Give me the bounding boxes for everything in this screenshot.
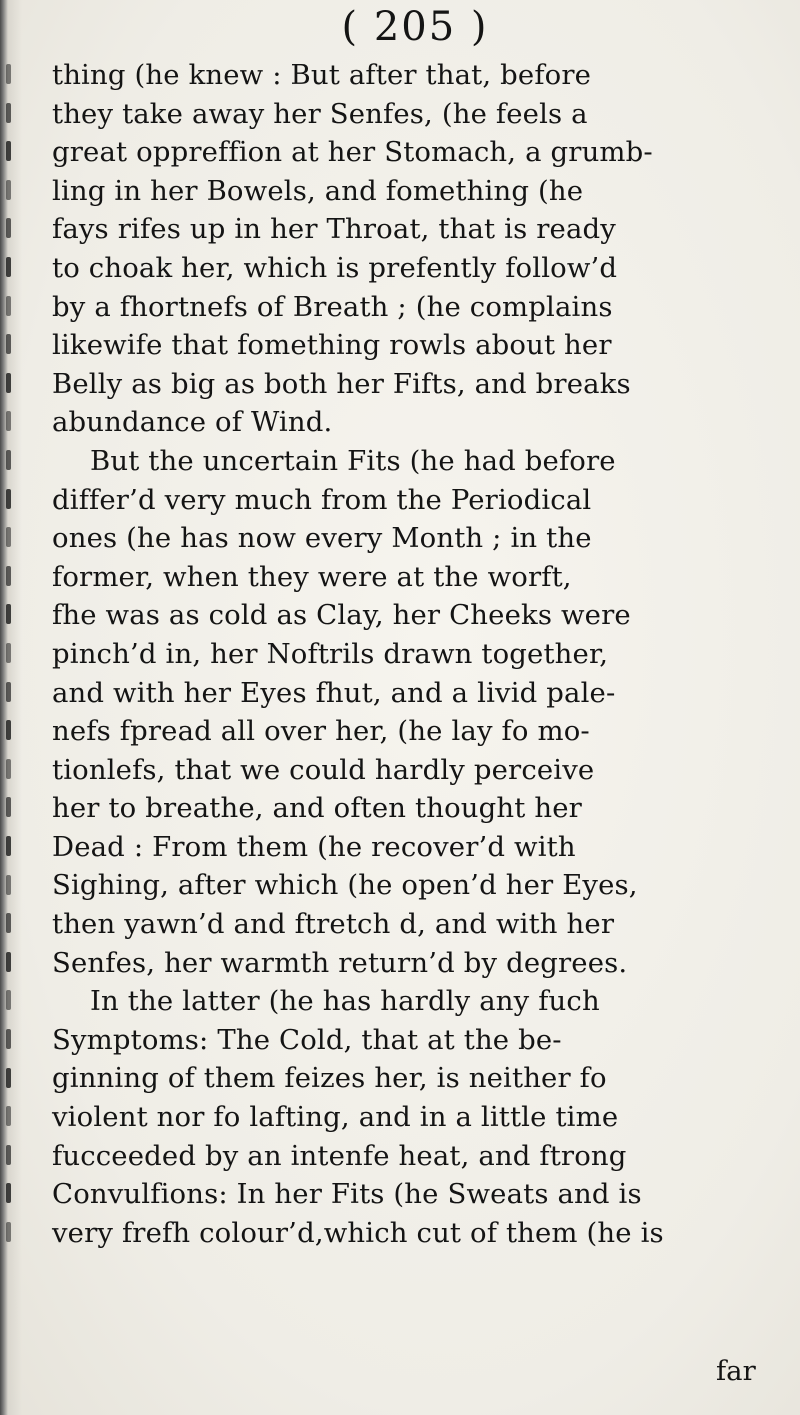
text-line: fays rifes up in her Throat, that is ready	[52, 213, 616, 246]
edge-mark	[6, 797, 11, 817]
text-line: great oppreffion at her Stomach, a grumb-	[52, 136, 653, 169]
text-line: violent nor fo lafting, and in a little time	[52, 1101, 619, 1134]
edge-mark	[6, 566, 11, 586]
text-line: pinch’d in, her Noftrils drawn together,	[52, 637, 609, 670]
text-line: Senfes, her warmth return’d by degrees.	[52, 946, 628, 979]
edge-mark	[6, 990, 11, 1010]
text-line: thing (he knew : But after that, before	[52, 59, 592, 91]
edge-mark	[6, 489, 11, 509]
edge-mark	[6, 141, 11, 161]
edge-mark	[6, 411, 11, 431]
text-line: But the uncertain Fits (he had before	[90, 444, 616, 477]
text-line: they take away her Senfes, (he feels a	[52, 97, 588, 130]
text-line: Dead : From them (he recover’d with	[52, 830, 576, 863]
text-line: then yawn’d and ftretch d, and with her	[52, 908, 615, 941]
edge-mark	[6, 180, 11, 200]
page-edge-marks	[4, 0, 18, 1415]
edge-mark	[6, 720, 11, 740]
text-line: ones (he has now every Month ; in the	[52, 522, 592, 555]
text-line: ling in her Bowels, and fomething (he	[52, 174, 584, 207]
edge-mark	[6, 604, 11, 624]
edge-mark	[6, 527, 11, 547]
catchword: far	[716, 1355, 756, 1387]
edge-mark	[6, 682, 11, 702]
text-line: ginning of them feizes her, is neither fo	[52, 1062, 607, 1095]
edge-mark	[6, 1222, 11, 1242]
text-line: tionlefs, that we could hardly perceive	[52, 753, 595, 786]
edge-mark	[6, 257, 11, 277]
edge-mark	[6, 450, 11, 470]
text-line: Symptoms: The Cold, that at the be-	[52, 1023, 562, 1056]
text-line: very frefh colour’d,which cut of them (he is	[52, 1216, 664, 1249]
text-line: to choak her, which is prefently follow’d	[52, 251, 618, 284]
text-line: Convulfions: In her Fits (he Sweats and is	[52, 1178, 642, 1211]
text-line: and with her Eyes fhut, and a livid pale-	[52, 676, 616, 709]
text-line: Belly as big as both her Fifts, and breaks	[52, 367, 631, 400]
edge-mark	[6, 643, 11, 663]
edge-mark	[6, 1106, 11, 1126]
text-line: Sighing, after which (he open’d her Eyes,	[52, 869, 638, 902]
edge-mark	[6, 913, 11, 933]
text-line: fucceeded by an intenfe heat, and ftrong	[52, 1139, 627, 1172]
text-line: by a fhortnefs of Breath ; (he complains	[52, 290, 613, 323]
edge-mark	[6, 334, 11, 354]
edge-mark	[6, 103, 11, 123]
edge-mark	[6, 1029, 11, 1049]
edge-mark	[6, 759, 11, 779]
text-line: fhe was as cold as Clay, her Cheeks were	[52, 599, 631, 632]
edge-mark	[6, 1068, 11, 1088]
text-line: In the latter (he has hardly any fuch	[90, 985, 600, 1018]
edge-mark	[6, 296, 11, 316]
edge-mark	[6, 836, 11, 856]
edge-mark	[6, 64, 11, 84]
text-line: nefs fpread all over her, (he lay fo mo-	[52, 715, 590, 748]
page-number: ( 205 )	[341, 4, 489, 50]
text-line: her to breathe, and often thought her	[52, 792, 582, 825]
text-line: differ’d very much from the Periodical	[52, 483, 592, 516]
edge-mark	[6, 1145, 11, 1165]
edge-mark	[6, 952, 11, 972]
edge-mark	[6, 1183, 11, 1203]
text-line: abundance of Wind.	[52, 406, 333, 439]
edge-mark	[6, 218, 11, 238]
edge-mark	[6, 875, 11, 895]
text-line: likewife that fomething rowls about her	[52, 329, 612, 362]
text-line: former, when they were at the worft,	[52, 560, 572, 593]
edge-mark	[6, 373, 11, 393]
body-text	[52, 56, 780, 1252]
